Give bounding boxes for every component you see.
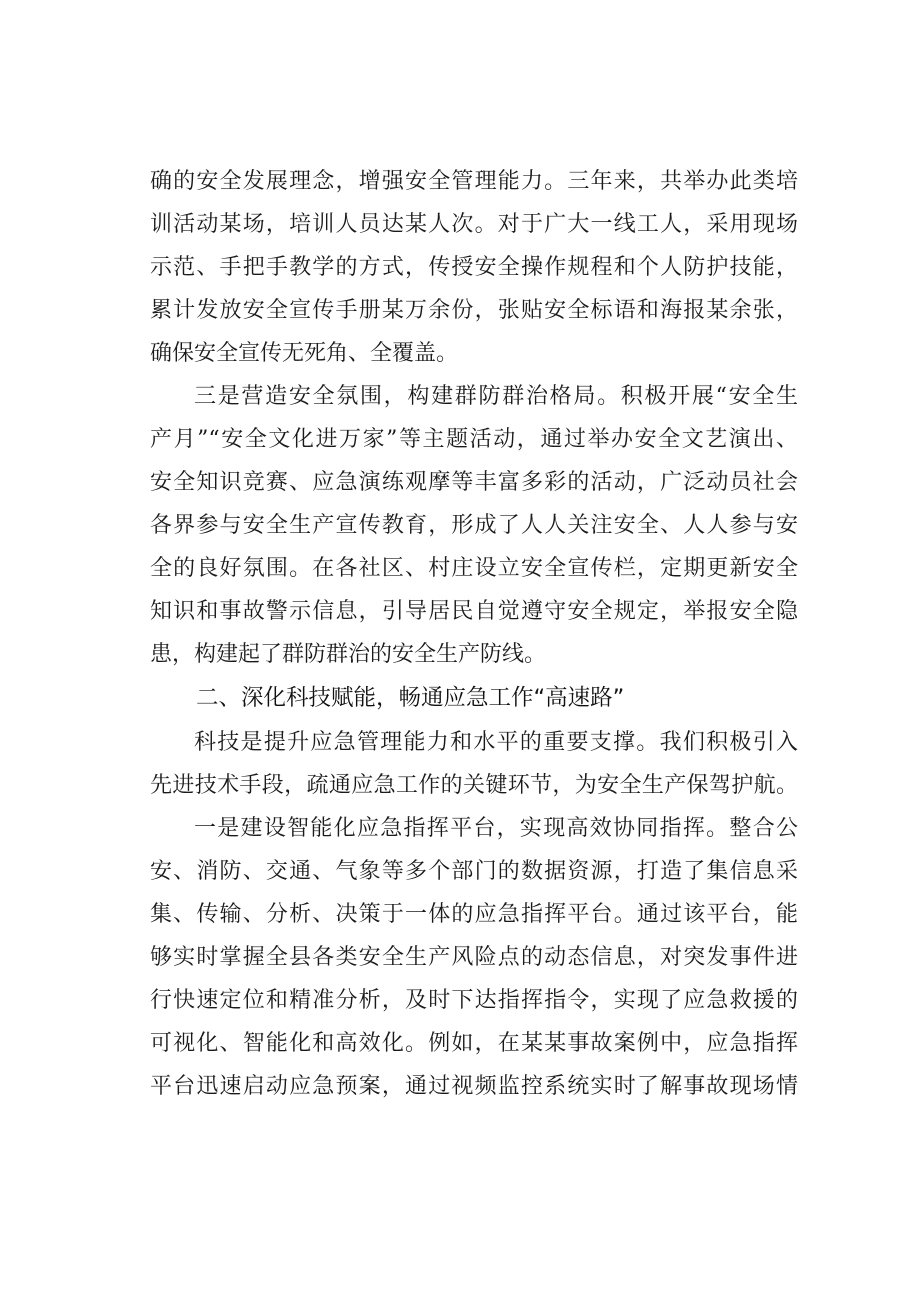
paragraph-4-line-4: 够实时掌握全县各类安全生产风险点的动态信息，对突发事件进 (150, 945, 798, 970)
paragraph-4-line-5: 行快速定位和精准分析，及时下达指挥指令，实现了应急救援的 (150, 988, 798, 1013)
paragraph-1-line-1: 确的安全发展理念，增强安全管理能力。三年来，共举办此类培 (150, 169, 798, 194)
paragraph-1-line-3: 示范、手把手教学的方式，传授安全操作规程和个人防护技能， (150, 255, 798, 280)
paragraph-2-line-2: 产月”“安全文化进万家”等主题活动，通过举办安全文艺演出、 (150, 427, 798, 452)
paragraph-1-line-5: 确保安全宣传无死角、全覆盖。 (150, 341, 459, 366)
paragraph-4-line-6: 可视化、智能化和高效化。例如，在某某事故案例中，应急指挥 (150, 1031, 798, 1056)
section-heading: 二、深化科技赋能，畅通应急工作“高速路” (196, 685, 625, 711)
paragraph-3-line-1: 科技是提升应急管理能力和水平的重要支撑。我们积极引入 (194, 730, 798, 755)
paragraph-2-line-1: 三是营造安全氛围，构建群防群治格局。积极开展“安全生 (194, 384, 798, 409)
paragraph-3-line-2: 先进技术手段，疏通应急工作的关键环节，为安全生产保驾护航。 (150, 773, 798, 798)
paragraph-4-line-3: 集、传输、分析、决策于一体的应急指挥平台。通过该平台，能 (150, 902, 798, 927)
paragraph-4-line-1: 一是建设智能化应急指挥平台，实现高效协同指挥。整合公 (194, 816, 798, 841)
paragraph-2-line-6: 知识和事故警示信息，引导居民自觉遵守安全规定，举报安全隐 (150, 599, 798, 624)
paragraph-2-line-3: 安全知识竞赛、应急演练观摩等丰富多彩的活动，广泛动员社会 (150, 470, 798, 495)
paragraph-2-line-4: 各界参与安全生产宣传教育，形成了人人关注安全、人人参与安 (150, 513, 798, 538)
paragraph-1-line-2: 训活动某场，培训人员达某人次。对于广大一线工人，采用现场 (150, 212, 798, 237)
paragraph-2-line-5: 全的良好氛围。在各社区、村庄设立安全宣传栏，定期更新安全 (150, 556, 798, 581)
paragraph-4-line-7: 平台迅速启动应急预案，通过视频监控系统实时了解事故现场情 (150, 1074, 798, 1099)
paragraph-1-line-4: 累计发放安全宣传手册某万余份，张贴安全标语和海报某余张， (150, 298, 798, 323)
paragraph-2-line-7: 患，构建起了群防群治的安全生产防线。 (150, 642, 547, 667)
paragraph-4-line-2: 安、消防、交通、气象等多个部门的数据资源，打造了集信息采 (150, 859, 798, 884)
